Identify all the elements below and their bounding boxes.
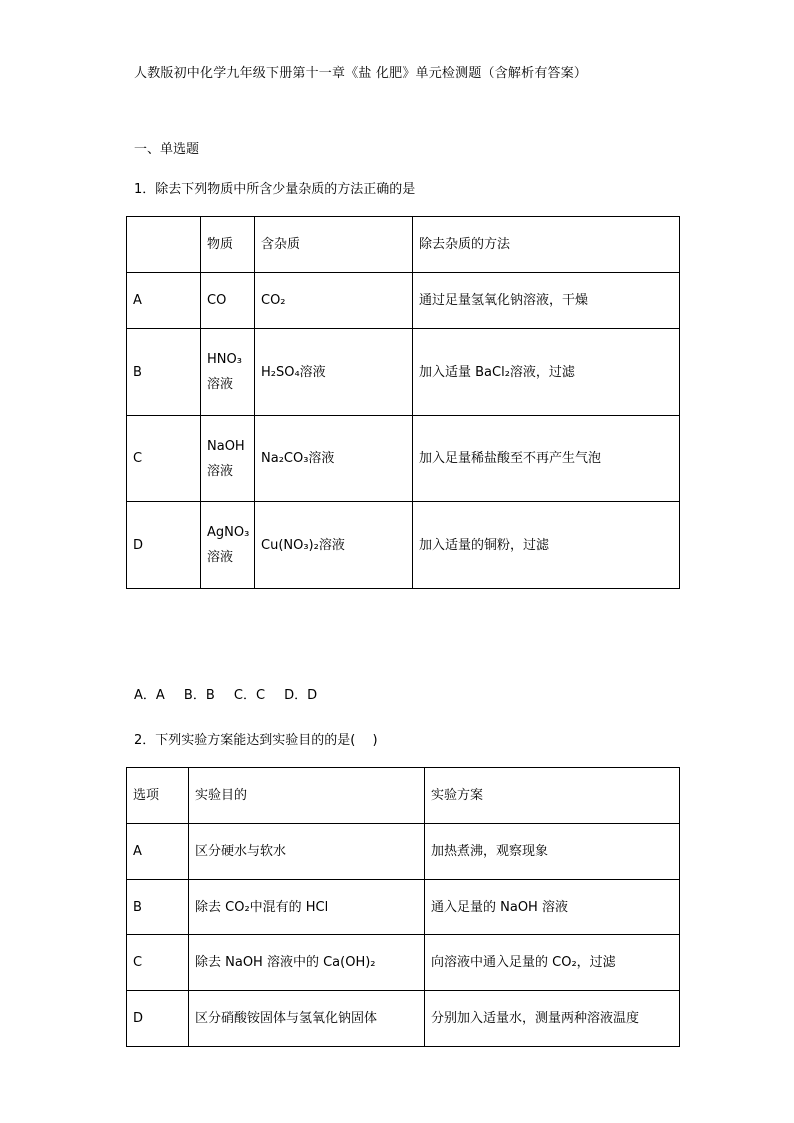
section-heading: 一、单选题 xyxy=(134,142,200,157)
plan-cell: 分别加入适量水，测量两种溶液温度 xyxy=(425,991,680,1047)
table-header-cell: 除去杂质的方法 xyxy=(413,217,680,273)
question-2-table xyxy=(126,767,680,1047)
table-header-row xyxy=(127,217,680,273)
option-cell: B xyxy=(127,329,201,416)
option-cell: A xyxy=(127,273,201,329)
plan-cell: 加热煮沸，观察现象 xyxy=(425,824,680,880)
table-header-cell: 选项 xyxy=(127,768,189,824)
substance-cell: HNO₃溶液 xyxy=(201,329,255,416)
method-cell: 加入适量 BaCl₂溶液，过滤 xyxy=(413,329,680,416)
table-row xyxy=(127,416,680,502)
table-row xyxy=(127,880,680,935)
substance-cell: CO xyxy=(201,273,255,329)
document-title: 人教版初中化学九年级下册第十一章《盐 化肥》单元检测题（含解析有答案） xyxy=(134,66,588,81)
option-cell: D xyxy=(127,502,201,589)
impurity-cell: Na₂CO₃溶液 xyxy=(255,416,413,502)
table-header-cell: 含杂质 xyxy=(255,217,413,273)
method-cell: 加入适量的铜粉，过滤 xyxy=(413,502,680,589)
table-row xyxy=(127,329,680,416)
plan-cell: 向溶液中通入足量的 CO₂，过滤 xyxy=(425,935,680,991)
table-header-row xyxy=(127,768,680,824)
purpose-cell: 区分硬水与软水 xyxy=(189,824,425,880)
purpose-cell: 区分硝酸铵固体与氢氧化钠固体 xyxy=(189,991,425,1047)
table-row xyxy=(127,991,680,1047)
purpose-cell: 除去 CO₂中混有的 HCl xyxy=(189,880,425,935)
impurity-cell: Cu(NO₃)₂溶液 xyxy=(255,502,413,589)
option-cell: C xyxy=(127,416,201,502)
question-2-stem: 2．下列实验方案能达到实验目的的是( ) xyxy=(134,733,378,748)
option-cell: C xyxy=(127,935,189,991)
table-header-cell: 实验方案 xyxy=(425,768,680,824)
table-row xyxy=(127,824,680,880)
table-header-cell: 物质 xyxy=(201,217,255,273)
option-cell: D xyxy=(127,991,189,1047)
question-1-stem: 1．除去下列物质中所含少量杂质的方法正确的是 xyxy=(134,182,416,197)
option-cell: A xyxy=(127,824,189,880)
table-row xyxy=(127,273,680,329)
table-header-cell: 实验目的 xyxy=(189,768,425,824)
purpose-cell: 除去 NaOH 溶液中的 Ca(OH)₂ xyxy=(189,935,425,991)
method-cell: 加入足量稀盐酸至不再产生气泡 xyxy=(413,416,680,502)
impurity-cell: H₂SO₄溶液 xyxy=(255,329,413,416)
table-header-cell xyxy=(127,217,201,273)
option-cell: B xyxy=(127,880,189,935)
substance-cell: AgNO₃溶液 xyxy=(201,502,255,589)
question-1-choices: A．A B．B C．C D．D xyxy=(134,688,318,703)
substance-cell: NaOH溶液 xyxy=(201,416,255,502)
table-row xyxy=(127,935,680,991)
table-row xyxy=(127,502,680,589)
impurity-cell: CO₂ xyxy=(255,273,413,329)
plan-cell: 通入足量的 NaOH 溶液 xyxy=(425,880,680,935)
question-1-table xyxy=(126,216,680,589)
method-cell: 通过足量氢氧化钠溶液，干燥 xyxy=(413,273,680,329)
